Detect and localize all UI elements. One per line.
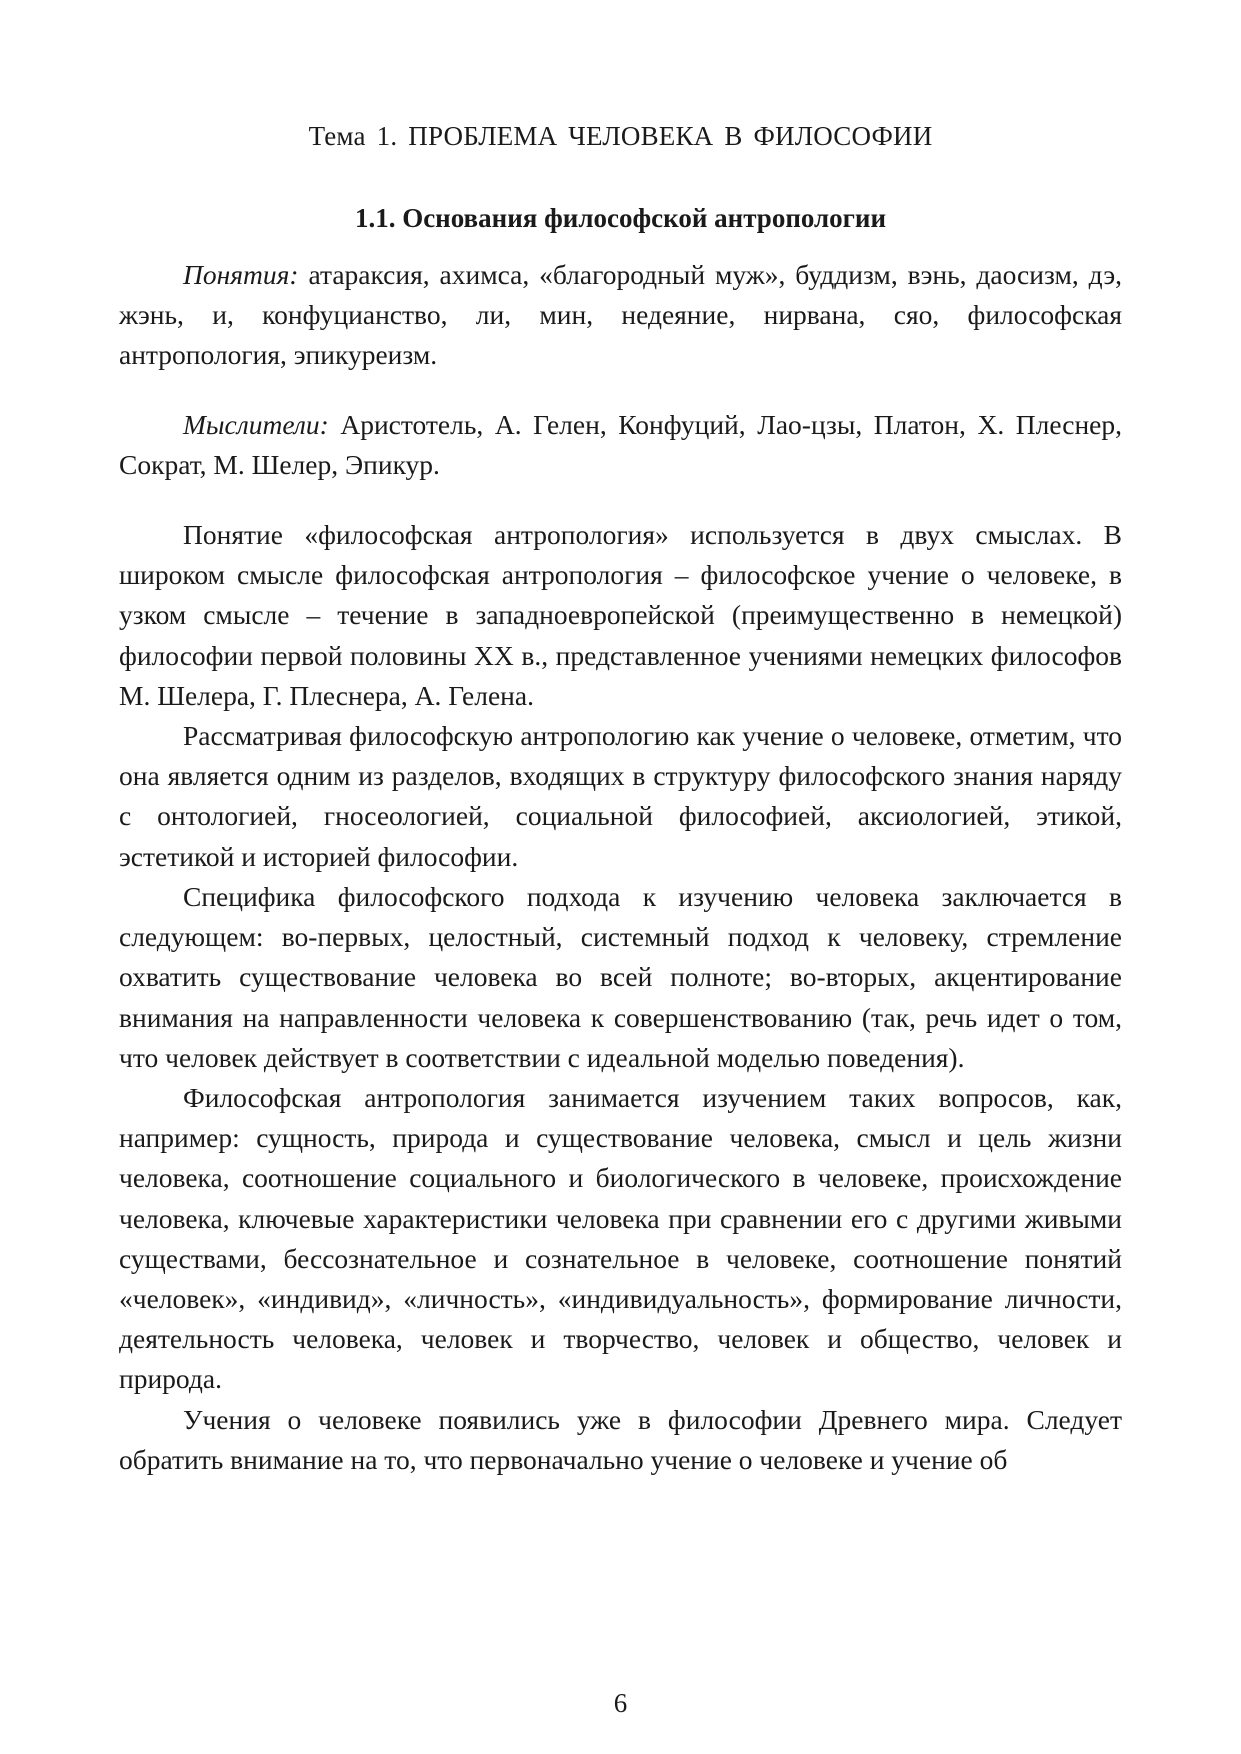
concepts-label: Понятия: <box>183 259 299 290</box>
body-paragraph: Учения о человеке появились уже в философии Древнего мира. Следует обратить внимание на то, что первоначально учение о человеке и учение об <box>119 1404 1122 1476</box>
thinkers-label: Мыслители: <box>183 409 329 440</box>
thinkers-paragraph <box>119 405 1122 485</box>
body-paragraph: Специфика философского подхода к изучению человека заключается в следующем: во-первых, целостный, системный подход к человеку, стремление охватить существование человека во всей полноте; во-вторых, акцентирование внимания на направленности человека к совершенствованию (так, речь идет о том, что человек действует в соответствии с идеальной моделью поведения). <box>119 881 1122 1073</box>
document-page <box>119 0 1122 1754</box>
concepts-list: атараксия, ахимса, «благородный муж», буддизм, вэнь, даосизм, дэ, жэнь, и, конфуцианство, ли, мин, недеяние, нирвана, сяо, философская антропология, эпикуреизм. <box>119 259 1122 371</box>
section-title: 1.1. Основания философской антропологии <box>354 203 887 233</box>
body-paragraph: Рассматривая философскую антропологию как учение о человеке, отметим, что она является одним из разделов, входящих в структуру философского знания наряду с онтологией, гносеологией, социальной философией, аксиологией, этикой, эстетикой и историей философии. <box>119 720 1122 872</box>
concepts-paragraph <box>119 255 1122 376</box>
thinkers-list: Аристотель, А. Гелен, Конфуций, Лао-цзы, Платон, Х. Плеснер, Сократ, М. Шелер, Эпикур. <box>119 409 1122 481</box>
topic-title: Тема 1. ПРОБЛЕМА ЧЕЛОВЕКА В ФИЛОСОФИИ <box>308 121 933 151</box>
body-paragraph: Понятие «философская антропология» используется в двух смыслах. В широком смысле философская антропология – философское учение о человеке, в узком смысле – течение в западноевропейской (преимущественно в немецкой) философии первой половины XX в., представленное учениями немецких философов М. Шелера, Г. Плеснера, А. Гелена. <box>119 519 1122 711</box>
page-number: 6 <box>613 1688 628 1718</box>
body-paragraph: Философская антропология занимается изучением таких вопросов, как, например: сущность, природа и существование человека, смысл и цель жизни человека, соотношение социального и биологического в человеке, происхождение человека, ключевые характеристики человека при сравнении его с другими живыми существами, бессознательное и сознательное в человеке, соотношение понятий «человек», «индивид», «личность», «индивидуальность», формирование личности, деятельность человека, человек и творчество, человек и общество, человек и природа. <box>119 1082 1122 1395</box>
